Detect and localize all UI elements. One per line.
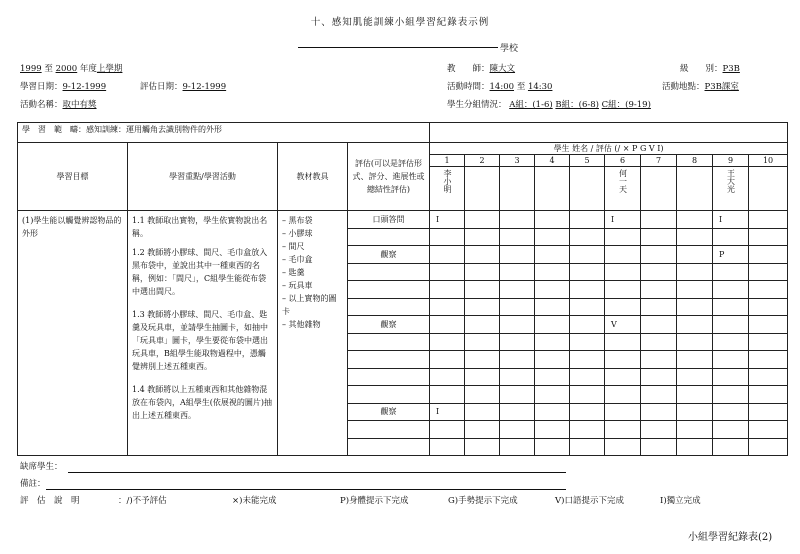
assessment-cell[interactable]	[430, 246, 465, 264]
material-item: 毛巾盒	[288, 255, 313, 264]
student-number: 1	[430, 155, 465, 167]
assessment-cell[interactable]	[465, 228, 500, 246]
material-item: 匙羹	[288, 268, 305, 277]
eval-method: 觀察	[348, 316, 430, 334]
assessment-cell[interactable]	[430, 438, 465, 456]
assessment-cell[interactable]	[713, 368, 749, 386]
range-label: 學 習 範 疇	[22, 125, 78, 134]
assessment-cell[interactable]: I	[430, 403, 465, 421]
eval-date-field: 評估日期：9-12-1999	[140, 82, 227, 92]
assessment-cell[interactable]: I	[713, 211, 749, 229]
assessment-cell[interactable]	[465, 246, 500, 264]
col-header-eval: 評估(可以是評估形式、評分、進展性或總結性評估)	[348, 143, 430, 211]
student-name-cell	[749, 167, 788, 211]
assessment-cell[interactable]	[749, 438, 788, 456]
assessment-cell[interactable]	[570, 421, 605, 439]
student-name: 王大光	[726, 169, 736, 193]
assessment-cell[interactable]	[641, 368, 677, 386]
assessment-cell[interactable]	[641, 246, 677, 264]
activity-item: 1.1 教師取出實物，學生依實物說出名稱。	[132, 216, 268, 238]
assessment-cell[interactable]	[605, 438, 641, 456]
legend-gesture: G)手勢提示下完成	[448, 496, 518, 506]
student-number: 7	[641, 155, 677, 167]
school-name-line	[298, 47, 498, 48]
assessment-cell[interactable]	[641, 351, 677, 369]
assessment-cell[interactable]	[605, 333, 641, 351]
assessment-cell[interactable]	[570, 316, 605, 334]
assessment-cell[interactable]	[641, 386, 677, 404]
assessment-cell[interactable]	[535, 281, 570, 299]
activity-item: 1.4 教師將以上五種東西和其他雜物混放在布袋內，A組學生(依展視的圖片)抽出上述五種東西。	[132, 385, 273, 420]
assessment-cell[interactable]	[749, 368, 788, 386]
assessment-cell[interactable]	[713, 333, 749, 351]
assessment-cell[interactable]	[749, 281, 788, 299]
eval-date: 9-12-1999	[182, 82, 227, 92]
assessment-cell[interactable]	[677, 438, 713, 456]
activity-field: 活動名稱：取中有獎	[20, 100, 97, 110]
material-item: 其他雜物	[288, 320, 321, 329]
assessment-cell[interactable]	[641, 228, 677, 246]
assessment-cell[interactable]: I	[430, 211, 465, 229]
assessment-cell[interactable]	[749, 263, 788, 281]
assessment-cell[interactable]	[570, 298, 605, 316]
eval-method	[348, 298, 430, 316]
legend-label: 評 估 說 明	[20, 496, 80, 506]
student-name-cell	[713, 167, 749, 211]
assessment-cell[interactable]	[677, 403, 713, 421]
assessment-cell[interactable]	[605, 368, 641, 386]
assessment-cell[interactable]	[605, 246, 641, 264]
study-date-field: 學習日期：9-12-1999	[20, 82, 107, 92]
group-a: A組：(1-6)	[509, 100, 553, 110]
eval-method: 口頭答問	[348, 211, 430, 229]
assessment-cell[interactable]	[570, 211, 605, 229]
assessment-cell[interactable]	[535, 386, 570, 404]
assessment-cell[interactable]	[500, 281, 535, 299]
legend-physical: P)身體提示下完成	[340, 496, 409, 506]
assessment-cell[interactable]	[500, 421, 535, 439]
assessment-cell[interactable]	[677, 298, 713, 316]
teacher-name: 陳大文	[489, 64, 516, 74]
assessment-cell[interactable]: I	[605, 211, 641, 229]
assessment-cell[interactable]	[713, 403, 749, 421]
assessment-cell[interactable]	[677, 246, 713, 264]
assessment-cell[interactable]: V	[605, 316, 641, 334]
assessment-cell[interactable]	[605, 421, 641, 439]
assessment-cell[interactable]	[500, 438, 535, 456]
student-number: 10	[749, 155, 788, 167]
assessment-cell[interactable]	[465, 281, 500, 299]
class-value: P3B	[722, 64, 740, 74]
assessment-cell[interactable]	[500, 316, 535, 334]
range-blank	[430, 123, 788, 143]
assessment-cell[interactable]	[570, 368, 605, 386]
student-name: 何一天	[618, 169, 628, 193]
assessment-cell[interactable]	[500, 228, 535, 246]
assessment-cell[interactable]	[465, 438, 500, 456]
material-item: 黑布袋	[288, 216, 313, 225]
assessment-cell[interactable]	[749, 298, 788, 316]
assessment-cell[interactable]	[677, 281, 713, 299]
assessment-cell[interactable]	[749, 246, 788, 264]
time-field: 活動時間：14:00 至 14:30	[447, 82, 553, 92]
legend-independent: I)獨立完成	[660, 496, 701, 506]
assessment-cell[interactable]	[535, 228, 570, 246]
assessment-cell[interactable]	[500, 333, 535, 351]
assessment-cell[interactable]	[749, 228, 788, 246]
assessment-cell[interactable]	[535, 403, 570, 421]
assessment-cell[interactable]	[677, 228, 713, 246]
student-name-cell	[500, 167, 535, 211]
assessment-cell[interactable]	[570, 246, 605, 264]
assessment-cell[interactable]	[465, 386, 500, 404]
assessment-cell[interactable]	[535, 333, 570, 351]
year-to: 2000	[55, 64, 78, 74]
assessment-cell[interactable]	[430, 351, 465, 369]
absent-line	[68, 472, 566, 473]
assessment-cell[interactable]	[500, 246, 535, 264]
assessment-cell[interactable]	[465, 368, 500, 386]
assessment-cell[interactable]	[465, 333, 500, 351]
assessment-cell[interactable]	[641, 298, 677, 316]
material-item: 間尺	[288, 242, 305, 251]
student-number: 4	[535, 155, 570, 167]
eval-method: 觀察	[348, 246, 430, 264]
assessment-cell[interactable]	[713, 351, 749, 369]
eval-method	[348, 368, 430, 386]
eval-method	[348, 438, 430, 456]
student-name: 李小明	[443, 169, 452, 193]
assessment-cell[interactable]	[749, 211, 788, 229]
assessment-cell[interactable]	[535, 263, 570, 281]
assessment-cell[interactable]	[713, 386, 749, 404]
assessment-cell[interactable]	[500, 368, 535, 386]
activity-name: 取中有獎	[62, 100, 97, 110]
eval-method	[348, 263, 430, 281]
student-number: 3	[500, 155, 535, 167]
assessment-cell[interactable]	[677, 333, 713, 351]
term: 上學期	[96, 64, 123, 74]
assessment-cell[interactable]	[641, 438, 677, 456]
assessment-cell[interactable]	[641, 403, 677, 421]
student-name-cell	[570, 167, 605, 211]
col-header-materials: 教材教具	[278, 143, 348, 211]
student-number: 2	[465, 155, 500, 167]
assessment-cell[interactable]	[749, 403, 788, 421]
assessment-cell[interactable]	[713, 228, 749, 246]
assessment-cell[interactable]	[430, 263, 465, 281]
assessment-cell[interactable]	[570, 263, 605, 281]
eval-method	[348, 421, 430, 439]
eval-method	[348, 228, 430, 246]
assessment-cell[interactable]	[677, 263, 713, 281]
assessment-cell[interactable]	[500, 211, 535, 229]
assessment-cell[interactable]	[605, 403, 641, 421]
student-name-cell	[430, 167, 465, 211]
assessment-cell[interactable]	[677, 421, 713, 439]
assessment-cell[interactable]	[430, 386, 465, 404]
material-item: 小膠球	[288, 229, 313, 238]
assessment-cell[interactable]	[570, 281, 605, 299]
assessment-cell[interactable]	[677, 368, 713, 386]
assessment-cell[interactable]	[677, 211, 713, 229]
assessment-cell[interactable]	[605, 281, 641, 299]
year-from: 1999	[20, 64, 42, 74]
activity-item: 1.2 教師將小膠球、間尺、毛巾盒放入黑布袋中，並說出其中一種東西的名稱，例如：「間尺」，C組學生能從布袋中選出間尺。	[132, 248, 268, 296]
assessment-cell[interactable]	[465, 298, 500, 316]
material-item: 以上實物的圖卡	[282, 294, 337, 316]
student-name-cell	[465, 167, 500, 211]
assessment-cell[interactable]	[677, 351, 713, 369]
assessment-cell[interactable]	[749, 421, 788, 439]
table-row	[18, 211, 788, 229]
col-header-focus: 學習重點/學習活動	[128, 143, 278, 211]
eval-method	[348, 386, 430, 404]
range-cell	[18, 123, 430, 143]
assessment-cell[interactable]	[749, 316, 788, 334]
assessment-cell[interactable]	[535, 298, 570, 316]
assessment-cell[interactable]	[570, 438, 605, 456]
group-c: C組：(9-19)	[601, 100, 651, 110]
assessment-cell[interactable]	[465, 403, 500, 421]
assessment-cell[interactable]	[605, 351, 641, 369]
assessment-cell[interactable]	[430, 368, 465, 386]
assessment-cell[interactable]	[641, 281, 677, 299]
eval-method	[348, 351, 430, 369]
assessment-cell[interactable]	[677, 316, 713, 334]
assessment-cell[interactable]	[500, 386, 535, 404]
assessment-cell[interactable]	[535, 421, 570, 439]
assessment-cell[interactable]	[605, 263, 641, 281]
assessment-cell[interactable]	[570, 228, 605, 246]
assessment-cell[interactable]	[713, 281, 749, 299]
school-label: 學校	[500, 44, 519, 54]
assessment-cell[interactable]	[570, 351, 605, 369]
assessment-cell[interactable]	[430, 421, 465, 439]
assessment-cell[interactable]	[713, 421, 749, 439]
eval-method	[348, 281, 430, 299]
assessment-cell[interactable]	[535, 211, 570, 229]
time-to: 14:30	[527, 82, 553, 92]
assessment-cell[interactable]	[465, 211, 500, 229]
assessment-cell[interactable]	[713, 263, 749, 281]
assessment-cell[interactable]	[641, 333, 677, 351]
eval-method	[348, 333, 430, 351]
place-value: P3B課室	[704, 82, 739, 92]
assessment-cell[interactable]	[749, 351, 788, 369]
legend-none: ：/)不予評估	[118, 496, 167, 506]
place-field: 活動地點：P3B課室	[662, 82, 739, 92]
assessment-cell[interactable]	[500, 298, 535, 316]
assessment-cell[interactable]	[430, 281, 465, 299]
assessment-cell[interactable]	[570, 403, 605, 421]
page-title: 十、感知肌能訓練小組學習紀錄表示例	[310, 17, 490, 28]
student-name-cell	[535, 167, 570, 211]
assessment-cell[interactable]	[500, 263, 535, 281]
class-field: 級 別：P3B	[680, 64, 740, 74]
assessment-cell[interactable]	[605, 386, 641, 404]
activity-item: 1.3 教師將小膠球、間尺、毛巾盒、匙羹及玩具車，並請學生抽圖卡，如抽中「玩具車」圖卡，學生要從布袋中選出玩具車，B組學生能取物過程中，憑觸覺辨別上述五種東西。	[132, 310, 268, 371]
assessment-cell[interactable]	[713, 316, 749, 334]
goal-cell: (1)學生能以觸覺辨認物品的外形	[18, 211, 128, 456]
teacher-field: 教 師：陳大文	[447, 64, 516, 74]
student-number: 5	[570, 155, 605, 167]
assessment-cell[interactable]	[677, 386, 713, 404]
materials-cell: – 黑布袋 – 小膠球 – 間尺 – 毛巾盒 – 匙羹 – 玩具車 – 以上實物的圖卡 – 其他雜物	[278, 211, 348, 456]
assessment-cell[interactable]	[641, 316, 677, 334]
students-header: 學生 姓名 / 評估 (/ × P G V I)	[430, 143, 788, 155]
student-number: 8	[677, 155, 713, 167]
assessment-cell[interactable]	[430, 333, 465, 351]
assessment-cell[interactable]	[500, 351, 535, 369]
assessment-cell[interactable]	[641, 263, 677, 281]
assessment-cell[interactable]	[430, 298, 465, 316]
assessment-cell[interactable]	[430, 316, 465, 334]
legend-fail: ×)未能完成	[232, 496, 277, 506]
student-name-cell	[641, 167, 677, 211]
assessment-cell[interactable]	[535, 316, 570, 334]
col-header-goal: 學習目標	[18, 143, 128, 211]
assessment-cell[interactable]	[535, 368, 570, 386]
assessment-cell[interactable]	[430, 228, 465, 246]
time-from: 14:00	[489, 82, 515, 92]
student-name-cell	[677, 167, 713, 211]
remarks-label: 備註：	[20, 479, 46, 489]
assessment-cell[interactable]	[605, 228, 641, 246]
group-b: B組：(6-8)	[555, 100, 599, 110]
assessment-cell[interactable]	[713, 298, 749, 316]
assessment-cell[interactable]	[605, 298, 641, 316]
assessment-cell[interactable]	[713, 438, 749, 456]
eval-method: 觀察	[348, 403, 430, 421]
school-year: 1999 至 2000 年度上學期	[20, 64, 123, 74]
assessment-cell[interactable]	[465, 263, 500, 281]
student-number: 6	[605, 155, 641, 167]
assessment-cell[interactable]	[641, 421, 677, 439]
assessment-cell[interactable]	[570, 333, 605, 351]
groups-field: 學生分組情況： A組：(1-6) B組：(6-8) C組：(9-19)	[447, 100, 651, 110]
assessment-cell[interactable]	[465, 351, 500, 369]
assessment-cell[interactable]	[500, 403, 535, 421]
record-table	[17, 122, 787, 456]
form-code: 小組學習紀錄表(2)	[688, 532, 773, 543]
assessment-cell[interactable]	[465, 421, 500, 439]
assessment-cell[interactable]	[535, 351, 570, 369]
assessment-cell[interactable]	[465, 316, 500, 334]
study-date: 9-12-1999	[62, 82, 107, 92]
assessment-cell[interactable]: P	[713, 246, 749, 264]
legend-verbal: V)口語提示下完成	[555, 496, 624, 506]
remarks-line	[46, 489, 566, 490]
absent-label: 缺席學生：	[20, 462, 63, 472]
assessment-cell[interactable]	[570, 386, 605, 404]
assessment-cell[interactable]	[641, 211, 677, 229]
material-item: 玩具車	[288, 281, 313, 290]
assessment-cell[interactable]	[749, 333, 788, 351]
assessment-cell[interactable]	[535, 246, 570, 264]
student-name-cell	[605, 167, 641, 211]
activities-cell	[128, 211, 278, 456]
student-number: 9	[713, 155, 749, 167]
range-text: ：感知訓練：運用觸角去識別物件的外形	[78, 125, 222, 134]
assessment-cell[interactable]	[749, 386, 788, 404]
assessment-cell[interactable]	[535, 438, 570, 456]
